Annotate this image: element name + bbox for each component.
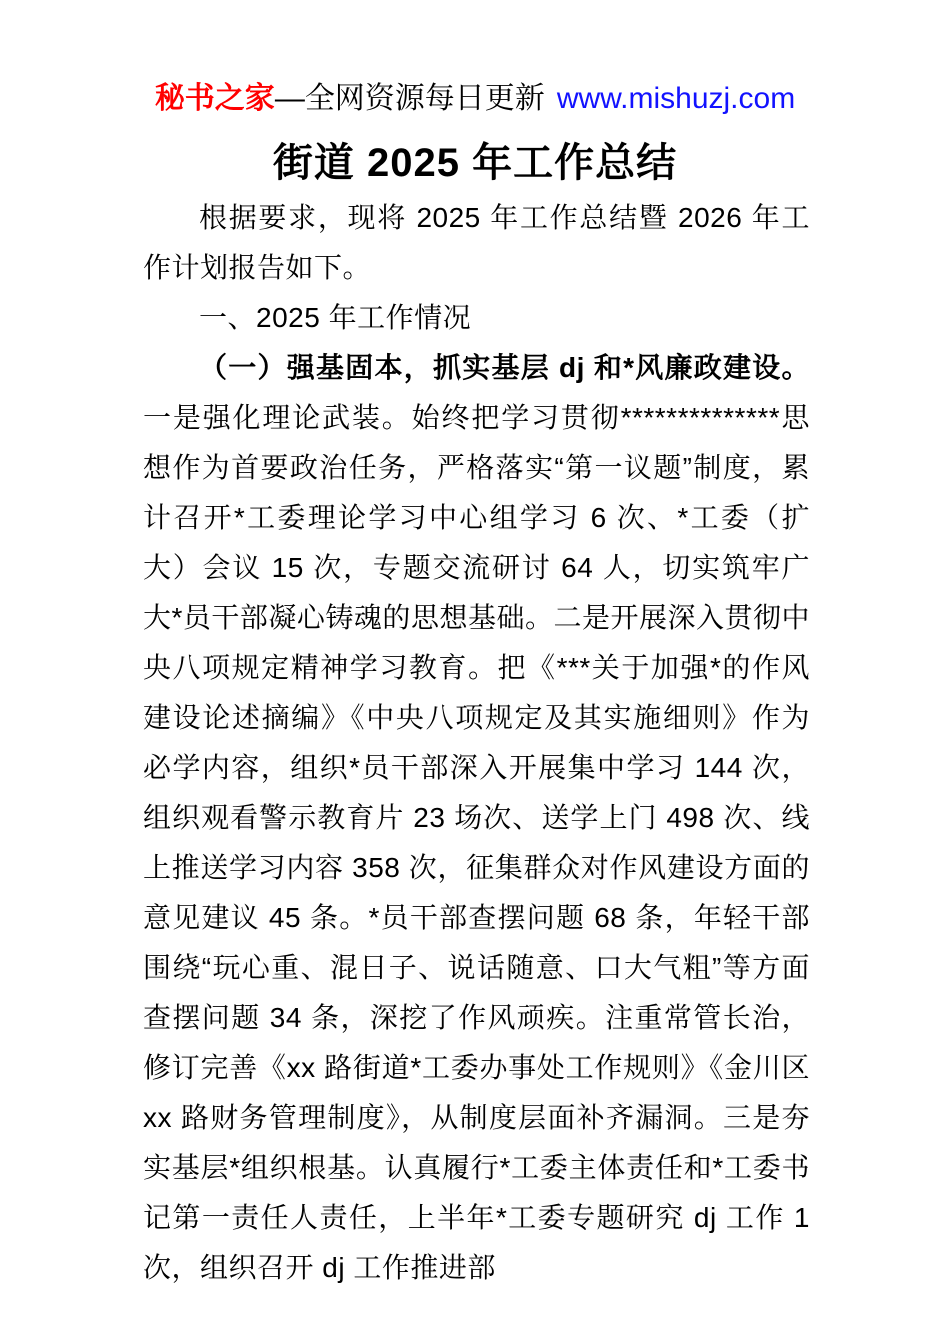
header-dash: — (274, 82, 305, 115)
page-title: 街道 2025 年工作总结 (272, 141, 678, 185)
site-header (0, 80, 950, 118)
subsection-1-paragraph (143, 343, 810, 1293)
intro-paragraph: 根据要求，现将 2025 年工作总结暨 2026 年工作计划报告如下。 (143, 202, 810, 283)
document-body (143, 193, 810, 1293)
site-brand: 秘书之家 (154, 82, 275, 115)
header-tagline: 全网资源每日更新 (304, 82, 545, 115)
subsection-1-text: 一是强化理论武装。始终把学习贯彻**************思想作为首要政治任务，严格落实“第一议题”制度，累计召开*工委理论学习中心组学习 6 次、*工委（扩大）会议 15 次，专题交流研讨 64 人，切实筑牢广大*员干部凝心铸魂的思想基础。二是开展深入贯彻中央八项规定精神学习教育。把《***关于加强*的作风建设论述摘编》《中央八项规定及其实施细则》作为必学内容，组织*员干部深入开展集中学习 144 次，组织观看警示教育片 23 场次、送学上门 498 次、线上推送学习内容 358 次，征集群众对作风建设方面的意见建议 45 条。*员干部查摆问题 68 条，年轻干部围绕“玩心重、混日子、说话随意、口大气粗”等方面查摆问题 34 条，深挖了作风顽疾。注重常管长治，修订完善《xx 路街道*工委办事处工作规则》《金川区 xx 路财务管理制度》，从制度层面补齐漏洞。三是夯实基层*组织根基。认真履行*工委主体责任和*工委书记第一责任人责任，上半年*工委专题研究 dj 工作 1 次，组织召开 dj 工作推进部 (143, 402, 810, 1283)
section-1-heading: 一、2025 年工作情况 (199, 302, 472, 333)
site-url-link[interactable]: www.mishuzj.com (556, 82, 796, 115)
subsection-1-heading-bold: （一）强基固本，抓实基层 dj 和*风廉政建设。 (199, 352, 810, 383)
